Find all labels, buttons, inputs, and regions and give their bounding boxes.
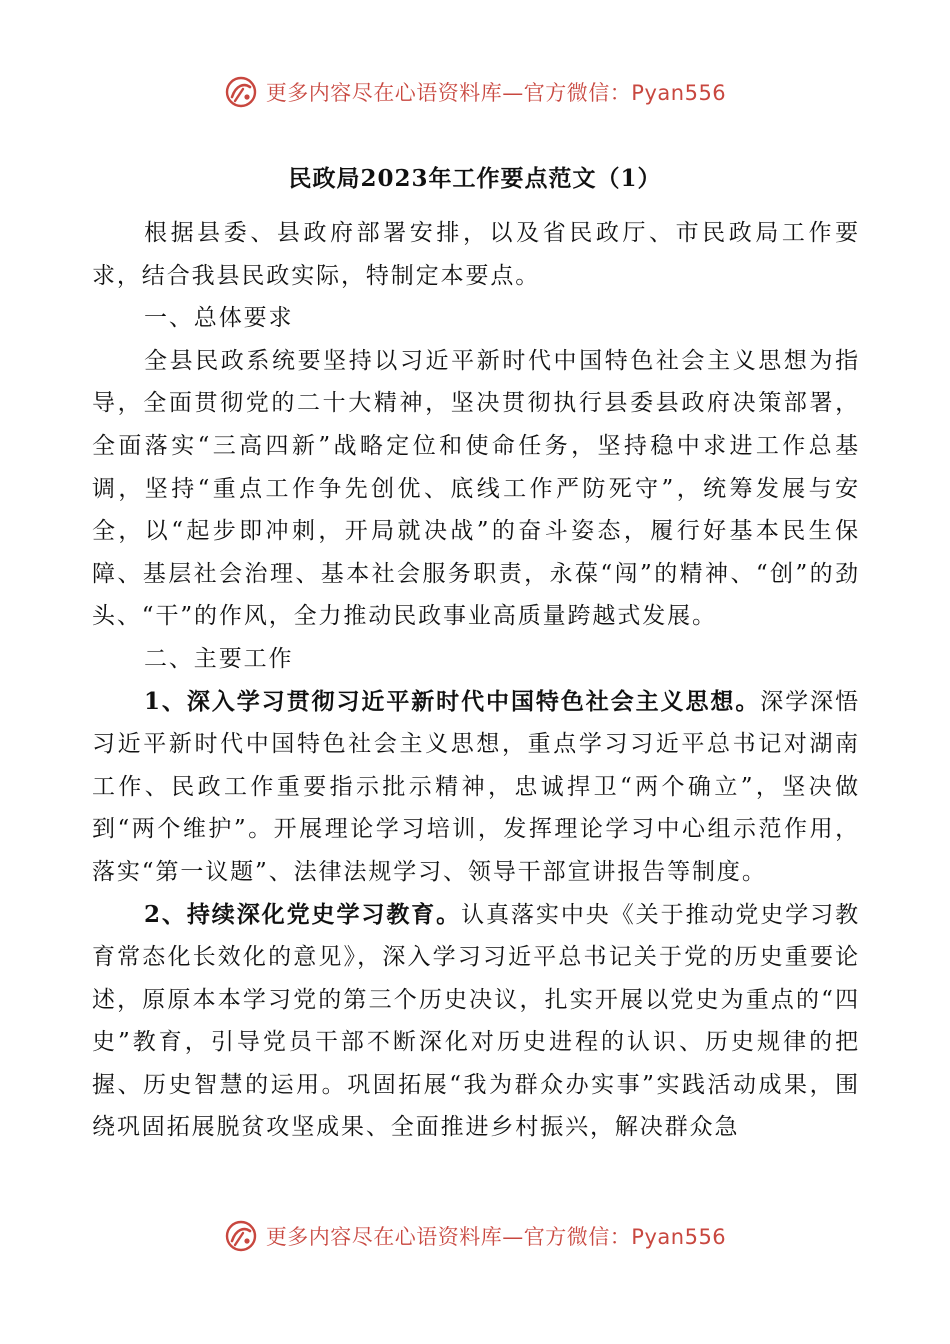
xinyu-logo-icon: [224, 75, 258, 109]
xinyu-logo-icon: [224, 1219, 258, 1253]
work-item-2-title: 2、持续深化党史学习教育。: [144, 900, 462, 928]
page-title: 民政局2023年工作要点范文（1）: [288, 165, 662, 192]
document-body: [92, 212, 860, 1149]
work-item-1: [92, 681, 860, 894]
work-item-2: [92, 894, 860, 1150]
header-watermark-banner: [0, 72, 950, 112]
work-item-2-body: 认真落实中央《关于推动党史学习教育常态化长效化的意见》，深入学习习近平总书记关于党的历史重要论述，原原本本学习党的第三个历史决议，扎实开展以党史为重点的“四史”教育，引导党员干部不断深化对历史进程的认识、历史规律的把握、历史智慧的运用。巩固拓展“我为群众办实事”实践活动成果，围绕巩固拓展脱贫攻坚成果、全面推进乡村振兴，解决群众急: [92, 901, 860, 1141]
work-item-1-body: 深学深悟习近平新时代中国特色社会主义思想，重点学习习近平总书记对湖南工作、民政工作重要指示批示精神，忠诚捍卫“两个确立”，坚决做到“两个维护”。开展理论学习培训，发挥理论学习中心组示范作用，落实“第一议题”、法律法规学习、领导干部宣讲报告等制度。: [92, 688, 860, 885]
overall-requirements-paragraph: 全县民政系统要坚持以习近平新时代中国特色社会主义思想为指导，全面贯彻党的二十大精神，坚决贯彻执行县委县政府决策部署，全面落实“三高四新”战略定位和使命任务，坚持稳中求进工作总基调，坚持“重点工作争先创优、底线工作严防死守”，统筹发展与安全，以“起步即冲刺，开局就决战”的奋斗姿态，履行好基本民生保障、基层社会治理、基本社会服务职责，永葆“闯”的精神、“创”的劲头、“干”的作风，全力推动民政事业高质量跨越式发展。: [92, 347, 860, 630]
section-heading-overall-requirements: 一、总体要求: [144, 305, 294, 332]
footer-watermark-text: 更多内容尽在心语资料库—官方微信：Pyan556: [265, 1225, 727, 1249]
intro-paragraph: 根据县委、县政府部署安排，以及省民政厅、市民政局工作要求，结合我县民政实际，特制定本要点。: [92, 220, 860, 289]
footer-watermark-banner: [0, 1216, 950, 1256]
work-item-1-title: 1、深入学习贯彻习近平新时代中国特色社会主义思想。: [144, 687, 761, 715]
section-heading-main-work: 二、主要工作: [144, 645, 294, 672]
header-watermark-text: 更多内容尽在心语资料库—官方微信：Pyan556: [265, 81, 727, 105]
